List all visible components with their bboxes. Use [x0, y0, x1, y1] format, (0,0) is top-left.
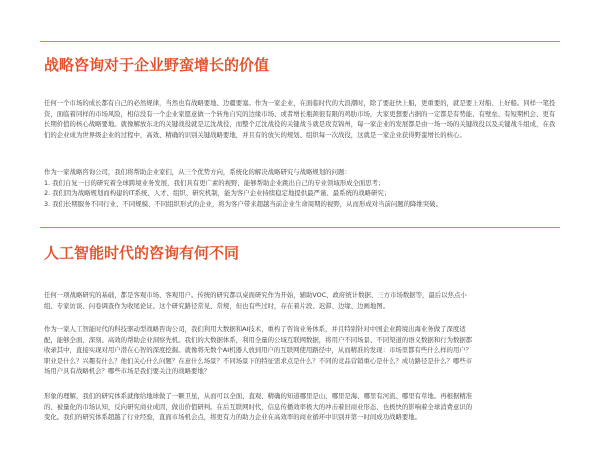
advantage-item-3: 3. 我们长期服务不同行业、不同规模、不同组织形式的企业，将为客户带来超越当前企业生命周期的视野，从而形成对当前问题的降维突破。 — [44, 199, 442, 208]
section2-heading: 人工智能时代的咨询有何不同 — [44, 244, 240, 262]
paragraph-line: 的、被量化的市场认知，反向研究商业成因，做出价值研判。在后互联网时代，信息传播效率极大的冲击着旧商业形态、也极快的影响着全球消费意识的 — [44, 402, 473, 411]
advantage-item-2: 2. 我们因为战略规划而构建的IT系统、人才、组织、研究机制，能为客户企业持续稳定地提供最严谨、最系统的战略研究； — [44, 189, 391, 198]
section1-paragraph: 任何一个市场的成长都有自己的必然规律，当然也有战略要地、边疆要塞。作为一家企业，在面临时代的大浪潮时，除了要赶快上船，更重要的，就是要上对船、上好船。同样一笔投资，面临着同样的市场风险，相信没有一个企业家愿意做一个转角自究的边缘市场、或者增长瓶颈很有限的鸡肋市场，大家更想要占据的一定都是有势能、有壁垒、有短期机会、更有长期价值的核心战略要地。就像解放东北的关键战役就是辽沈战役，而整个辽沈战役的关键战斗就是攻克锦州，每一家企业的发展都是由一场一场的关键战役以及关键战斗组成，在我们的企业成为世界级企业的过程中，高效、精确的识别关键战略要地，并且有的放矢的规划、组织每一次战役，这就是一家企业获得野蛮增长的核心。 — [44, 99, 556, 139]
advantage-item-1: 1. 我们自复一日的研究着全球跨境业务发展，我们具有更广素的视野，能够帮助企业跳出自己的专业领域形成全面思考； — [44, 178, 385, 187]
middle-divider — [40, 227, 560, 228]
advantages-intro: 作为一家战略咨询公司，我们将帮助企业家们，从三个优势方向，系统化的解决战略研究与战略规划的问题： — [44, 168, 351, 176]
paragraph-line: 形象的理解，我们的研究体系就像给地球做了一颗卫星，从而可以全面、直观、精确的知道哪里是山、哪里是海、哪里有河流、哪里有草地。再根据精准 — [44, 392, 473, 400]
section2-paragraph-1 — [44, 290, 558, 311]
section2-paragraph-3 — [44, 391, 558, 423]
paragraph-line: 配，能够全面、深刻、高效的帮助企业洞察先机。我们的大数据体系，利用全量的公域互联网数据，将用户不同场景、不同渠道的语义数据和行为数据都 — [44, 335, 473, 344]
paragraph-line: 变化。我们的研究体系超越了行业经验，直面市场机会点，将更有力的助力企业在高效率的商业循环中识别并第一时间成功战略要地。 — [44, 413, 422, 422]
paragraph-line: 组、专家访谈、问卷调查作为收尾论证。这个研究路径常见、常规，但也有些过时，存在着片段、迟滞、边缘、边画地图。 — [44, 301, 390, 310]
paragraph-line: 场用户具有战略机会？哪些市场是我们要关注的战略要地？ — [44, 367, 211, 376]
paragraph-line: 作为一家人工智能时代的科技驱动型战略咨询公司，我们利用大数据和AI技术，重构了咨询业务体系，并且特别针对中国企业跨境出海业务做了深度适 — [44, 325, 466, 333]
paragraph-line: 收录其中，直接实现对用户潜在心智的深度挖掘。就像将无数个AI机器人放到用户的互联网使用路径中，从而精准的发现：市场里都有些什么样的用户？ — [44, 346, 473, 355]
section1-heading: 战略咨询对于企业野蛮增长的价值 — [44, 56, 270, 74]
paragraph-line: 职业是什么？兴趣有什么？他们关心什么问题？在意什么场景？不同场景下的特征需求点是什么？不同的竞品营销重心是什么？成功路径是什么？哪些市 — [44, 356, 473, 365]
top-divider — [40, 41, 560, 42]
section1-advantages-list — [44, 167, 558, 209]
paragraph-line: 任何一项战略研究的基础，都是客观市场、客观用户。传统的研究都以桌面研究作为开始，辅助VOC、政府统计数据、三方市场数据等，最后以焦点小 — [44, 291, 467, 299]
section2-paragraph-2 — [44, 324, 558, 377]
